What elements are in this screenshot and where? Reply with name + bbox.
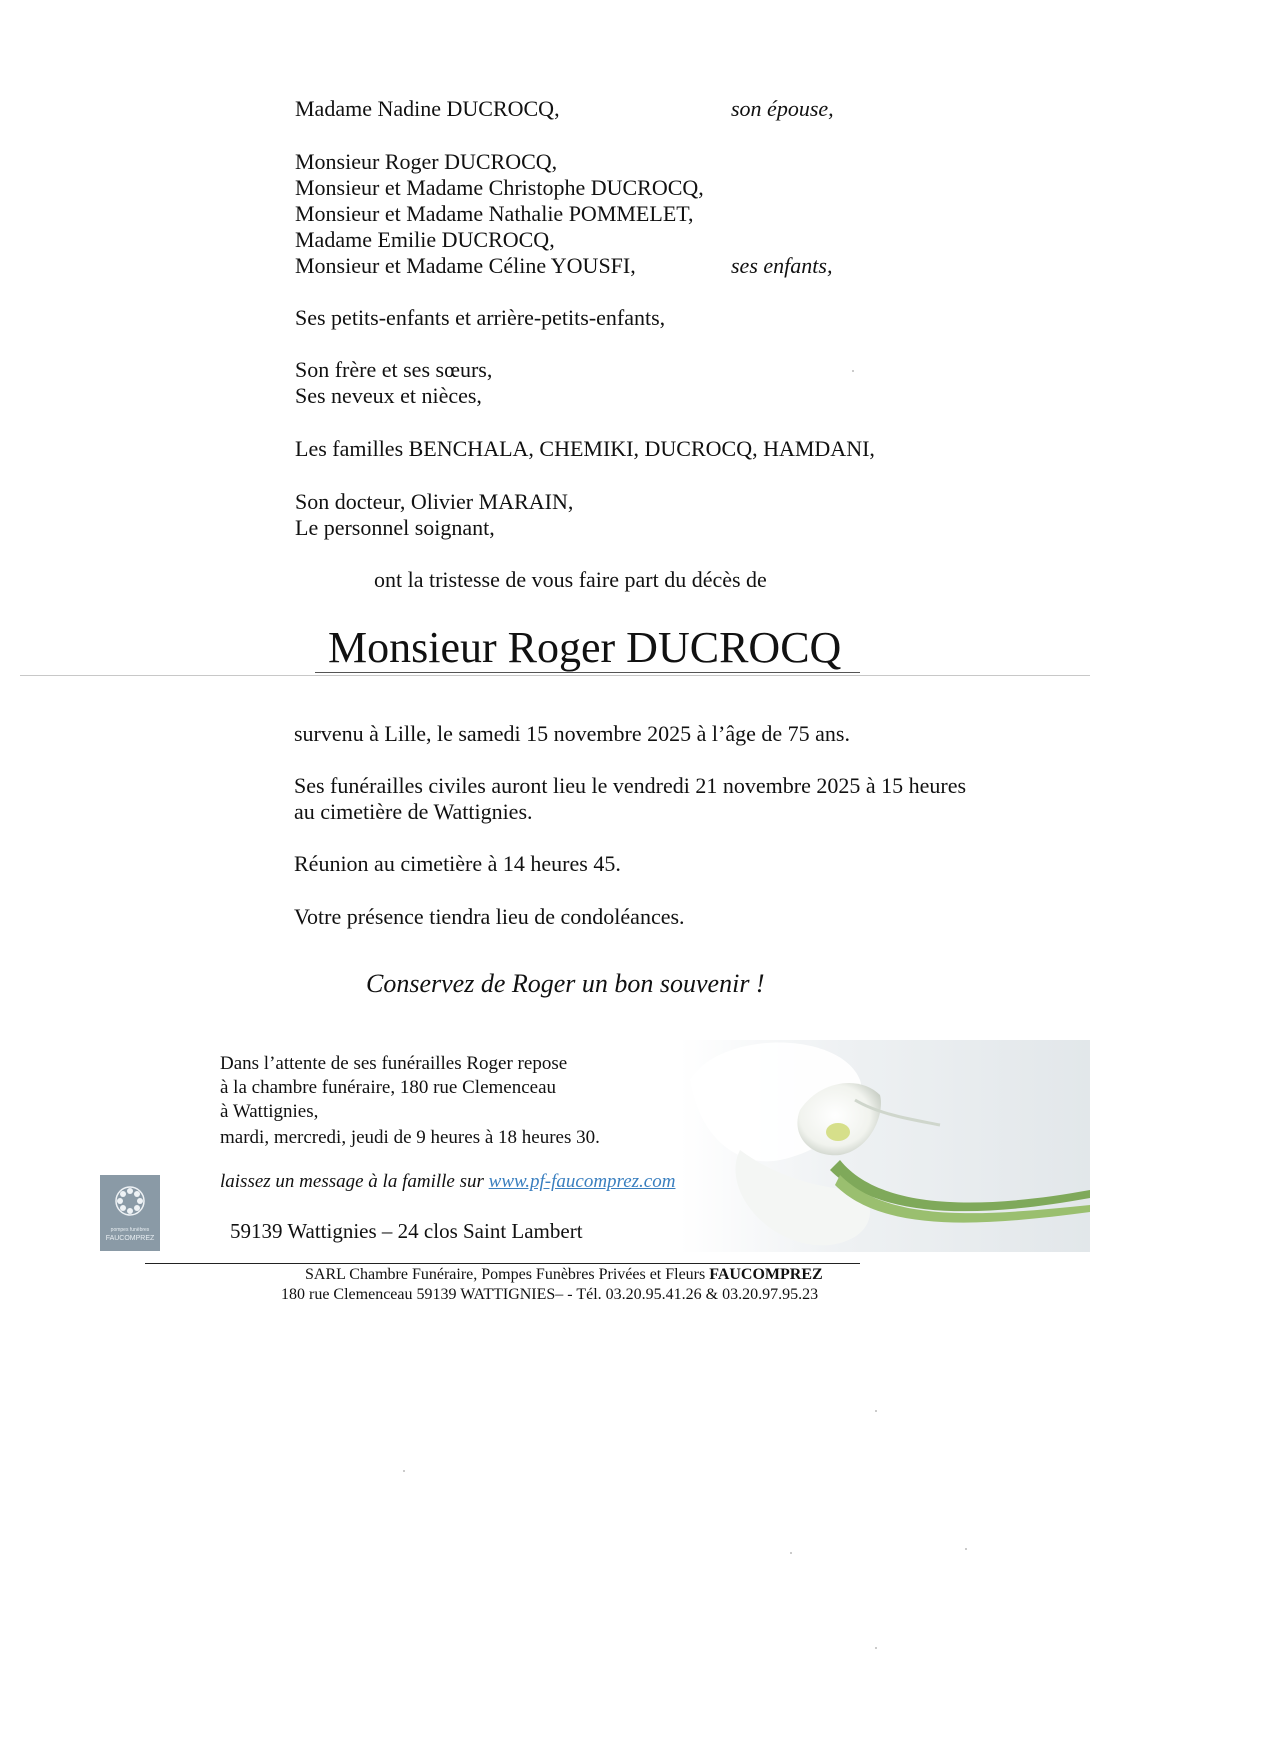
announcement: ont la tristesse de vous faire part du décès de [374,567,767,592]
death-details: survenu à Lille, le samedi 15 novembre 2025 à l’âge de 75 ans. [294,721,850,746]
footer-brand: FAUCOMPREZ [709,1266,823,1283]
funeral-line-1: Ses funérailles civiles auront lieu le vendredi 21 novembre 2025 à 15 heures [294,773,967,798]
deceased-name: Monsieur Roger DUCROCQ [328,623,842,672]
logo-subtitle: pompes funèbres [110,1227,150,1233]
scan-speck [965,1548,967,1550]
scan-speck [875,1647,877,1649]
staff-line: Le personnel soignant, [295,515,495,540]
footer-company-text: SARL Chambre Funéraire, Pompes Funèbres Privées et Fleurs [305,1266,706,1283]
scan-speck [852,370,854,372]
address-line: 59139 Wattignies – 24 clos Saint Lambert [230,1219,583,1243]
website-link[interactable]: www.pf-faucomprez.com [488,1171,676,1192]
viewing-line: Dans l’attente de ses funérailles Roger repose [220,1053,568,1074]
siblings-line: Son frère et ses sœurs, [295,357,493,382]
condolences-line: Votre présence tiendra lieu de condoléances. [294,904,685,929]
child-line: Monsieur Roger DUCROCQ, [295,149,558,174]
footer-company [305,1265,823,1285]
message-text: laissez un message à la famille sur [220,1171,484,1192]
title-divider [20,675,1090,676]
funeral-line-2: au cimetière de Wattignies. [294,799,533,824]
faucomprez-logo [100,1175,160,1251]
viewing-line: à Wattignies, [220,1101,319,1122]
meeting-line: Réunion au cimetière à 14 heures 45. [294,851,621,876]
calla-lily-image [680,1040,1090,1252]
child-line: Monsieur et Madame Céline YOUSFI, [295,253,636,278]
spouse-name: Madame Nadine DUCROCQ, [295,96,560,121]
doctor-line: Son docteur, Olivier MARAIN, [295,489,574,514]
logo-brand: FAUCOMPREZ [105,1235,155,1242]
children-role: ses enfants, [731,253,833,278]
child-line: Madame Emilie DUCROCQ, [295,227,555,252]
scan-speck [403,1470,405,1472]
footer-contact: 180 rue Clemenceau 59139 WATTIGNIES– - Tél. 03.20.95.41.26 & 03.20.97.95.23 [281,1286,819,1303]
message-line [220,1170,675,1194]
nephews-line: Ses neveux et nièces, [295,383,482,408]
viewing-hours: mardi, mercredi, jeudi de 9 heures à 18 heures 30. [220,1127,600,1148]
flower-emblem-icon [114,1185,146,1217]
child-line: Monsieur et Madame Nathalie POMMELET, [295,201,694,226]
motto: Conservez de Roger un bon souvenir ! [366,969,765,998]
child-line: Monsieur et Madame Christophe DUCROCQ, [295,175,704,200]
grandchildren-line: Ses petits-enfants et arrière-petits-enfants, [295,305,666,330]
spouse-role: son épouse, [731,96,834,121]
families-line: Les familles BENCHALA, CHEMIKI, DUCROCQ, HAMDANI, [295,436,875,461]
viewing-line: à la chambre funéraire, 180 rue Clemenceau [220,1077,557,1098]
scan-speck [875,1410,877,1412]
scan-speck [790,1552,792,1554]
footer-divider [145,1263,860,1264]
